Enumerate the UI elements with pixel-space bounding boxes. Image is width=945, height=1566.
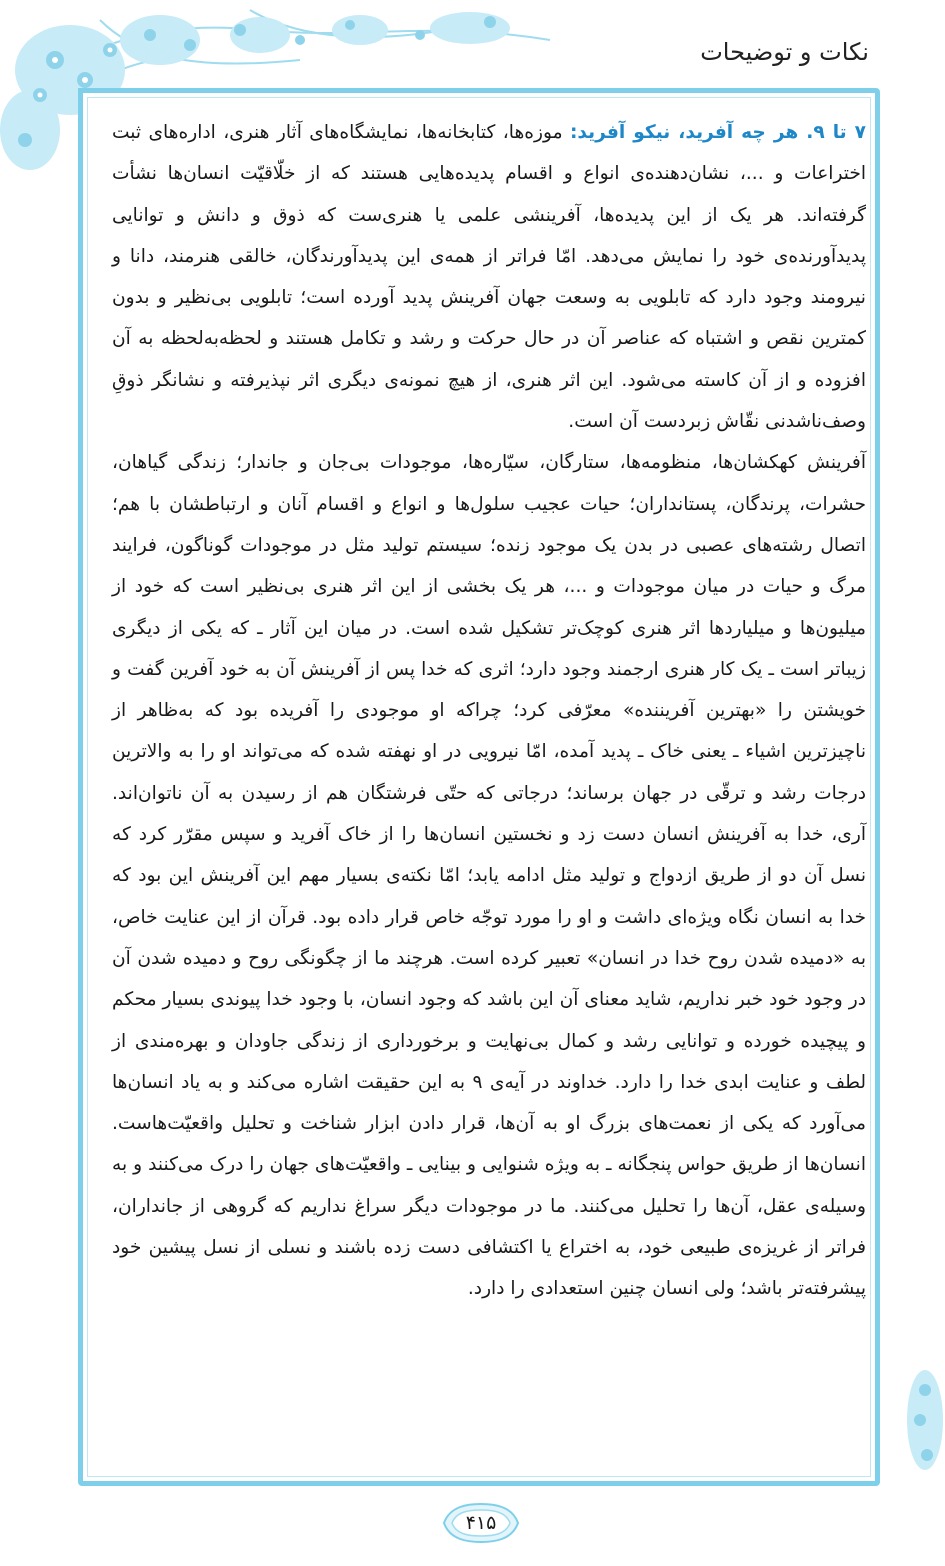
- paragraph-1-text: موزه‌ها، کتابخانه‌ها، نمایشگاه‌های آثار هنری، اداره‌های ثبت اختراعات و ...، نشان‌دهنده‌ی انواع و اقسام پدیده‌هایی هستند که از خلّاقیّت انسان‌ها نشأت گرفته‌اند. هر یک از این پدیده‌ها، آفرینشی علمی یا هنری‌ست که ذوق و دانش و توانایی پدیدآورنده‌ی خود را نمایش می‌دهد. امّا فراتر از همه‌ی این پدیدآورندگان، خالقی هنرمند، دانا و نیرومند وجود دارد که تابلویی به وسعت جهان آفرینش پدید آورده است؛ تابلویی بی‌نظیر و بدون کمترین نقص و اشتباه که عناصر آن در حال حرکت و رشد و تکامل هستند و لحظه‌به‌لحظه به آن افزوده و از آن کاسته می‌شود. این اثر هنری، از هیچ نمونه‌ی دیگری اثر نپذیرفته و نشانگر ذوقِ وصف‌ناشدنی نقّاش زبردست آن است.: [112, 122, 866, 433]
- paragraph-2: آفرینش کهکشان‌ها، منظومه‌ها، ستارگان، سیّاره‌ها، موجودات بی‌جان و جاندار؛ زندگی گیاهان، حشرات، پرندگان، پستانداران؛ حیات عجیب سلول‌ها و انواع و اقسام آنان و ارتباطشان با هم؛ اتصال رشته‌های عصبی در بدن یک موجود زنده؛ سیستم تولید مثل در موجودات گوناگون، فرایند مرگ و حیات در میان موجودات و ...، هر یک بخشی از این اثر هنری بی‌نظیر است که خود از میلیون‌ها و میلیاردها اثر هنری کوچک‌تر تشکیل شده است. در میان این آثار ـ که یکی از دیگری زیباتر است ـ یک کار هنری ارجمند وجود دارد؛ اثری که خدا پس از آفرینش آن به خود آفرین گفت و خویشتن را «بهترین آفریننده» معرّفی کرد؛ چراکه او موجودی را آفریده بود که به‌ظاهر از ناچیزترین اشیاء ـ یعنی خاک ـ پدید آمده، امّا نیرویی در او نهفته شده که می‌تواند او را به والاترین درجات رشد و ترقّی در جهان برساند؛ درجاتی که حتّی فرشتگان هم از رسیدن به آن ناتوان‌اند. آری، خدا به آفرینش انسان دست زد و نخستین انسان‌ها را از خاک آفرید و سپس مقرّر کرد که نسل آن دو از طریق ازدواج و تولید مثل ادامه یابد؛ امّا نکته‌ی بسیار مهم این آفرینش این بود که خدا به انسان نگاه ویژه‌ای داشت و او را مورد توجّه خاص قرار داده بود. قرآن از این عنایت خاص، به «دمیده شدن روح خدا در انسان» تعبیر کرده است. هرچند ما از چگونگی روح و دمیده شدن آن در وجود خود خبر نداریم، شاید معنای آن این باشد که وجود انسان، با وجود خدا پیوندی بسیار محکم و پیچیده خورده و توانایی رشد و کمال بی‌نهایت و برخورداری از زندگی جاودان و بهره‌مندی از لطف و عنایت ابدی خدا را دارد. خداوند در آیه‌ی ۹ به این حقیقت اشاره می‌کند و به یاد انسان‌ها می‌آورد که یکی از نعمت‌های بزرگ او به آن‌ها، قرار دادن ابزار شناخت و تحلیل واقعیّت‌هاست. انسان‌ها از طریق حواس پنجگانه ـ به ویژه شنوایی و بینایی ـ واقعیّت‌های جهان را درک می‌کنند و به وسیله‌ی عقل، آن‌ها را تحلیل می‌کنند. ما در موجودات دیگر سراغ نداریم که گروهی از جانداران، فراتر از غریزه‌ی طبیعی خود، به اختراع یا اکتشافی دست زده باشند و نسلی از نسل پیشین خود پیشرفته‌تر باشد؛ ولی انسان چنین استعدادی را دارد.: [112, 452, 867, 1300]
- body-text: [112, 112, 866, 1310]
- page-number-badge: [438, 1500, 524, 1546]
- paragraph-1: [112, 112, 866, 442]
- verse-heading: ۷ تا ۹. هر چه آفرید، نیکو آفرید:: [569, 122, 866, 143]
- section-title: نکات و توضیحات: [700, 38, 869, 66]
- page-number: ۴۱۵: [465, 1512, 497, 1534]
